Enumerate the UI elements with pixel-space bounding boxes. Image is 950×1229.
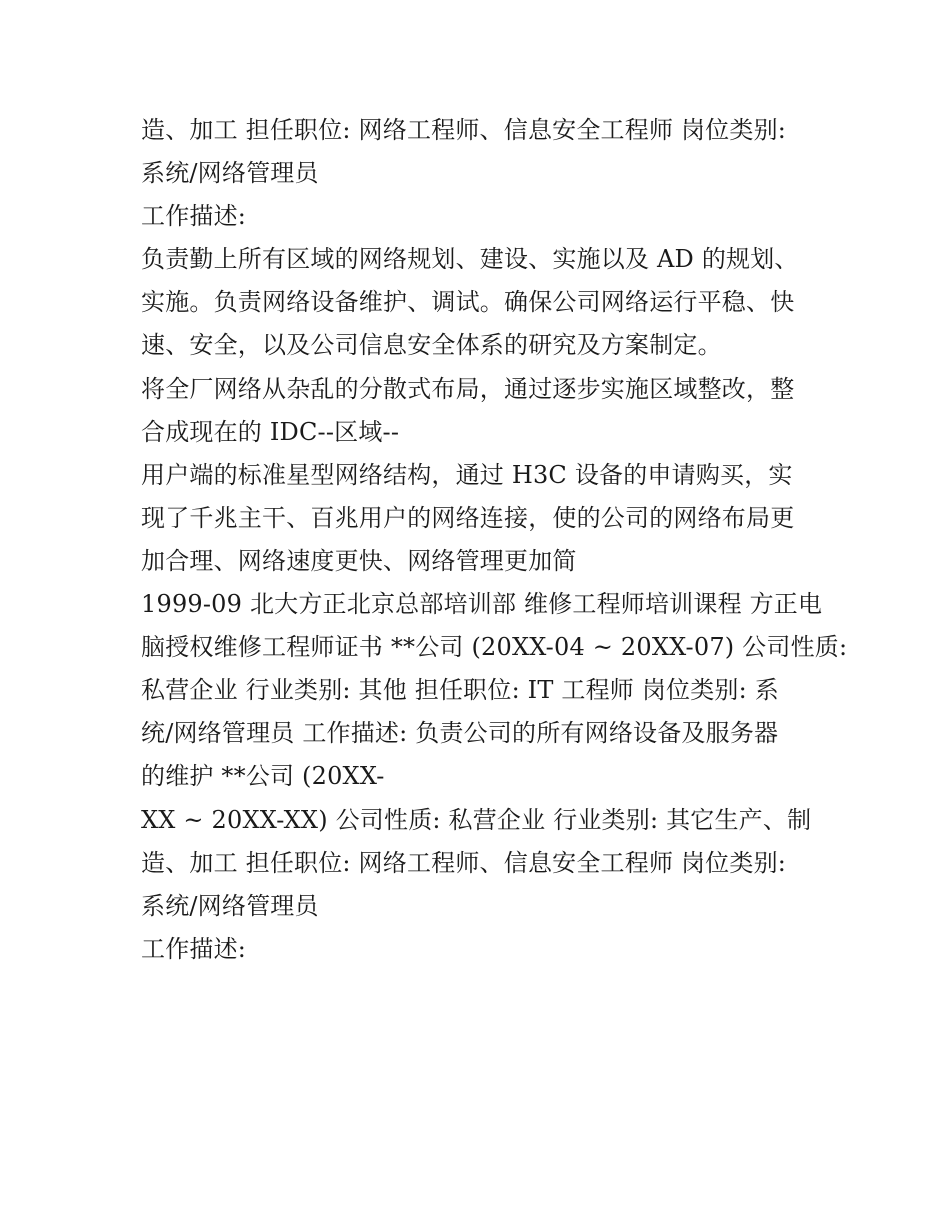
text-line: 1999-09 北大方正北京总部培训部 维修工程师培训课程 方正电 bbox=[141, 590, 823, 619]
text-line: 用户端的标准星型网络结构，通过 H3C 设备的申请购买，实 bbox=[141, 460, 793, 489]
text-line: 的维护 **公司 (20XX- bbox=[141, 762, 385, 791]
text-line: 工作描述: bbox=[141, 934, 247, 963]
text-line: 将全厂网络从杂乱的分散式布局，通过逐步实施区域整改，整 bbox=[141, 374, 795, 403]
document-body bbox=[141, 109, 848, 971]
text-line: 系统/网络管理员 bbox=[141, 891, 319, 920]
text-line: 统/网络管理员 工作描述: 负责公司的所有网络设备及服务器 bbox=[141, 719, 779, 748]
text-line: 造、加工 担任职位: 网络工程师、信息安全工程师 岗位类别: bbox=[141, 116, 787, 144]
text-line: 工作描述: bbox=[141, 202, 247, 231]
text-line: 脑授权维修工程师证书 **公司 (20XX-04 ~ 20XX-07) 公司性质: bbox=[141, 633, 848, 662]
text-line: 加合理、网络速度更快、网络管理更加简 bbox=[141, 546, 577, 575]
text-line: 系统/网络管理员 bbox=[141, 159, 319, 188]
text-line: 合成现在的 IDC--区域-- bbox=[141, 417, 400, 446]
text-line: 负责勤上所有区域的网络规划、建设、实施以及 AD 的规划、 bbox=[141, 245, 799, 274]
text-line: XX ~ 20XX-XX) 公司性质: 私营企业 行业类别: 其它生产、制 bbox=[141, 805, 812, 834]
text-line: 私营企业 行业类别: 其他 担任职位: IT 工程师 岗位类别: 系 bbox=[141, 676, 779, 705]
text-line: 实施。负责网络设备维护、调试。确保公司网络运行平稳、快 bbox=[141, 288, 795, 317]
text-line: 速、安全，以及公司信息安全体系的研究及方案制定。 bbox=[141, 331, 722, 360]
text-line: 造、加工 担任职位: 网络工程师、信息安全工程师 岗位类别: bbox=[141, 848, 787, 877]
text-line: 现了千兆主干、百兆用户的网络连接，使的公司的网络布局更 bbox=[141, 503, 795, 532]
